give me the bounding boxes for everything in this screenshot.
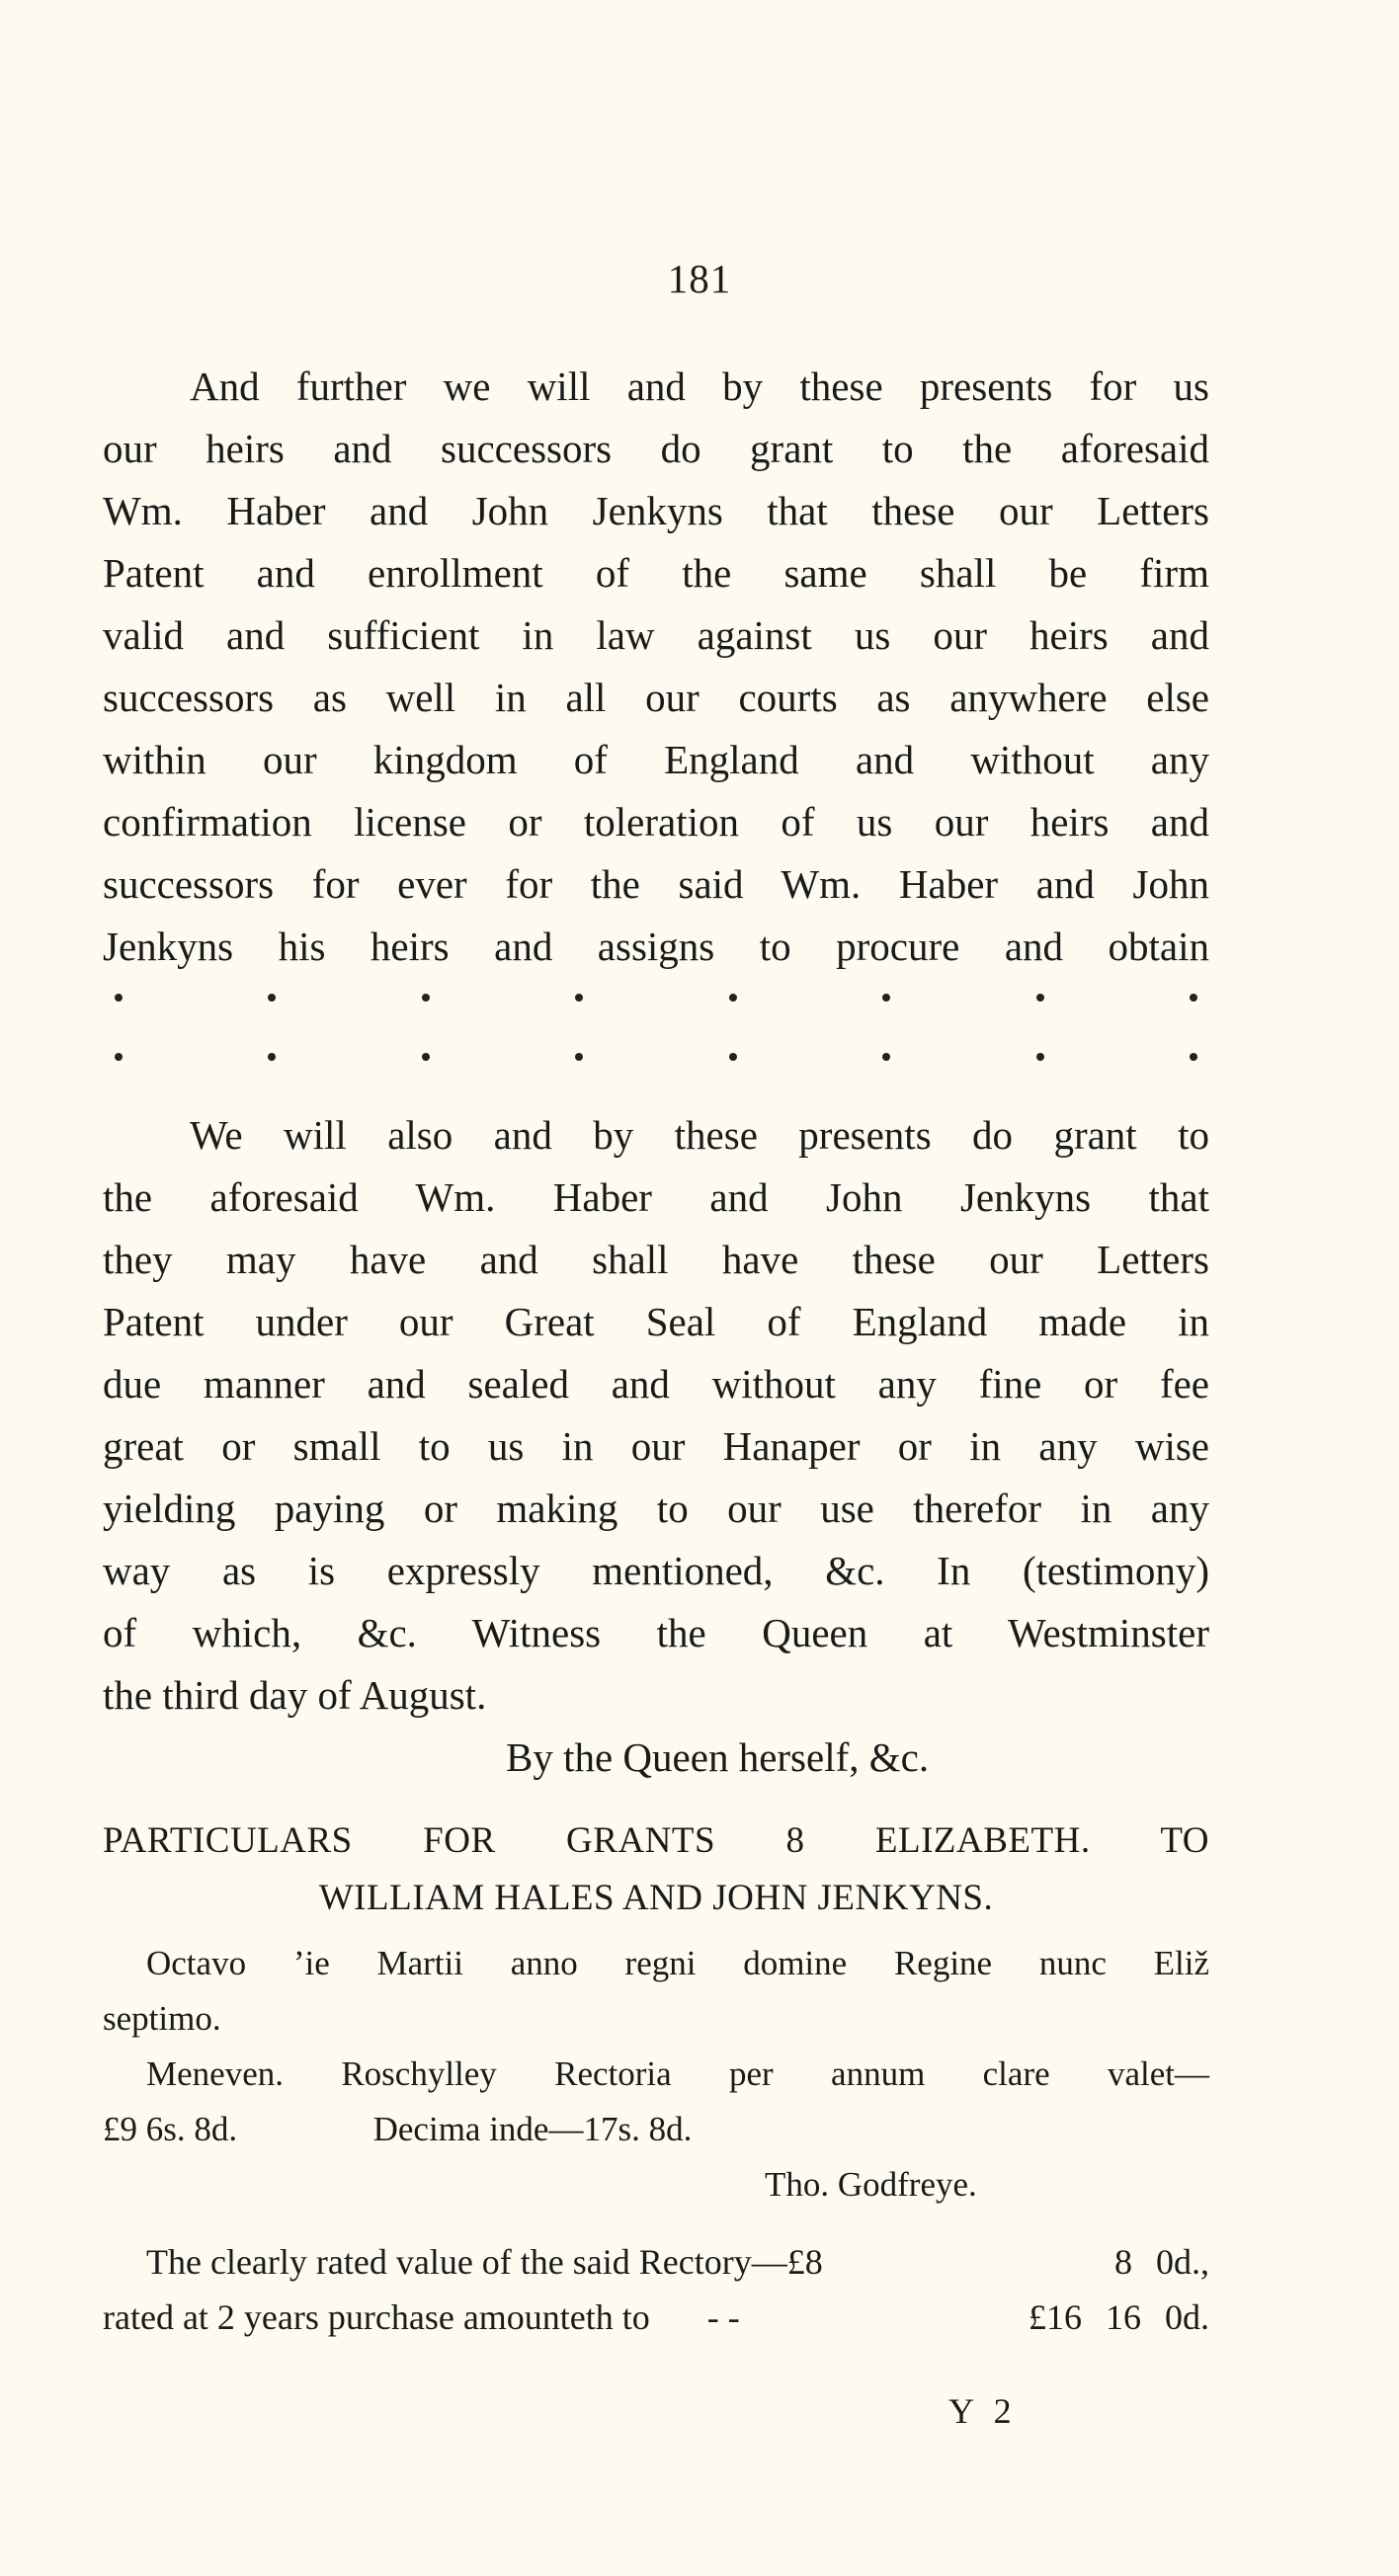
ellipsis-dot — [1190, 1053, 1197, 1061]
total-pounds: £16 — [1029, 2297, 1082, 2337]
text-line: septimo. — [103, 1999, 221, 2038]
valuation-shillings: 8 — [1114, 2242, 1132, 2282]
ellipsis-dot — [422, 1053, 430, 1061]
particulars-block — [103, 1936, 1209, 2213]
text-line: Octavo ʼie Martii anno regni domine Regine nunc Eliž — [146, 1944, 1209, 1982]
ellipsis-row — [115, 994, 1197, 1002]
ellipsis-dot — [575, 1053, 583, 1061]
ellipsis-dot — [882, 1053, 890, 1061]
text-line: way as is expressly mentioned, &c. In (testimony) — [103, 1548, 1209, 1593]
heading-line: PARTICULARS FOR GRANTS 8 ELIZABETH. TO — [103, 1820, 1209, 1861]
ellipsis-dot — [115, 994, 123, 1002]
paragraph-letters-patent — [103, 356, 1209, 978]
dash-leader: - - — [706, 2297, 740, 2337]
text-line: due manner and sealed and without any fine or fee — [103, 1361, 1209, 1407]
ellipsis-dot — [115, 1053, 123, 1061]
section-heading — [103, 1812, 1209, 1927]
ellipsis-row — [115, 1053, 1197, 1061]
valuation-text: rated at 2 years purchase amounteth to — [103, 2297, 650, 2337]
text-line: And further we will and by these presents for us — [190, 363, 1209, 409]
text-line: valid and sufficient in law against us our heirs and — [103, 612, 1209, 658]
heading-line: WILLIAM HALES AND JOHN JENKYNS. — [318, 1878, 994, 1918]
ellipsis-dot — [1036, 1053, 1044, 1061]
text-line: Jenkyns his heirs and assigns to procure and obtain — [103, 924, 1209, 969]
text-line — [103, 2102, 1209, 2157]
text-line: We will also and by these presents do grant to — [190, 1112, 1209, 1158]
signature-mark: Y 2 — [948, 2391, 1018, 2431]
total-shillings: 16 — [1106, 2297, 1141, 2337]
ellipsis-dot — [575, 994, 583, 1002]
ellipsis-dot — [268, 1053, 276, 1061]
tenth-text: Decima inde—17s. 8d. — [372, 2110, 693, 2148]
text-line: our heirs and successors do grant to the aforesaid — [103, 426, 1209, 471]
ellipsis-dot — [729, 1053, 737, 1061]
valuation-line — [103, 2234, 1209, 2290]
valuation-block — [103, 2234, 1209, 2345]
signature-line: By the Queen herself, &c. — [506, 1734, 930, 1780]
text-line: Patent under our Great Seal of England made in — [103, 1299, 1209, 1344]
text-line: successors for ever for the said Wm. Haber and John — [103, 861, 1209, 907]
paragraph-great-seal — [103, 1104, 1209, 1789]
ellipsis-dot — [268, 994, 276, 1002]
text-line: of which, &c. Witness the Queen at Westminster — [103, 1610, 1209, 1655]
text-line: successors as well in all our courts as anywhere else — [103, 675, 1209, 720]
amount-text: £9 6s. 8d. — [103, 2110, 238, 2148]
text-line: great or small to us in our Hanaper or in any wise — [103, 1423, 1209, 1469]
valuation-pence: 0d., — [1156, 2242, 1209, 2282]
text-line: within our kingdom of England and without any — [103, 737, 1209, 782]
text-line: confirmation license or toleration of us our heirs and — [103, 799, 1209, 845]
text-line: the third day of August. — [103, 1672, 487, 1718]
ellipsis-dot — [882, 994, 890, 1002]
text-line: Wm. Haber and John Jenkyns that these our Letters — [103, 488, 1209, 533]
text-line: the aforesaid Wm. Haber and John Jenkyns that — [103, 1174, 1209, 1220]
total-pence: 0d. — [1165, 2297, 1209, 2337]
text-line: Meneven. Roschylley Rectoria per annum clare valet— — [146, 2054, 1209, 2093]
signer-name: Tho. Godfreye. — [765, 2165, 977, 2204]
ellipsis-dot — [1036, 994, 1044, 1002]
text-line: yielding paying or making to our use therefor in any — [103, 1486, 1209, 1531]
valuation-text: The clearly rated value of the said Rectory—£8 — [146, 2242, 823, 2282]
text-line: they may have and shall have these our Letters — [103, 1237, 1209, 1282]
ellipsis-dot — [729, 994, 737, 1002]
ellipsis-dot — [422, 994, 430, 1002]
text-line: Patent and enrollment of the same shall be firm — [103, 550, 1209, 596]
ellipsis-dot — [1190, 994, 1197, 1002]
valuation-line — [103, 2290, 1209, 2345]
page-number: 181 — [667, 256, 732, 301]
